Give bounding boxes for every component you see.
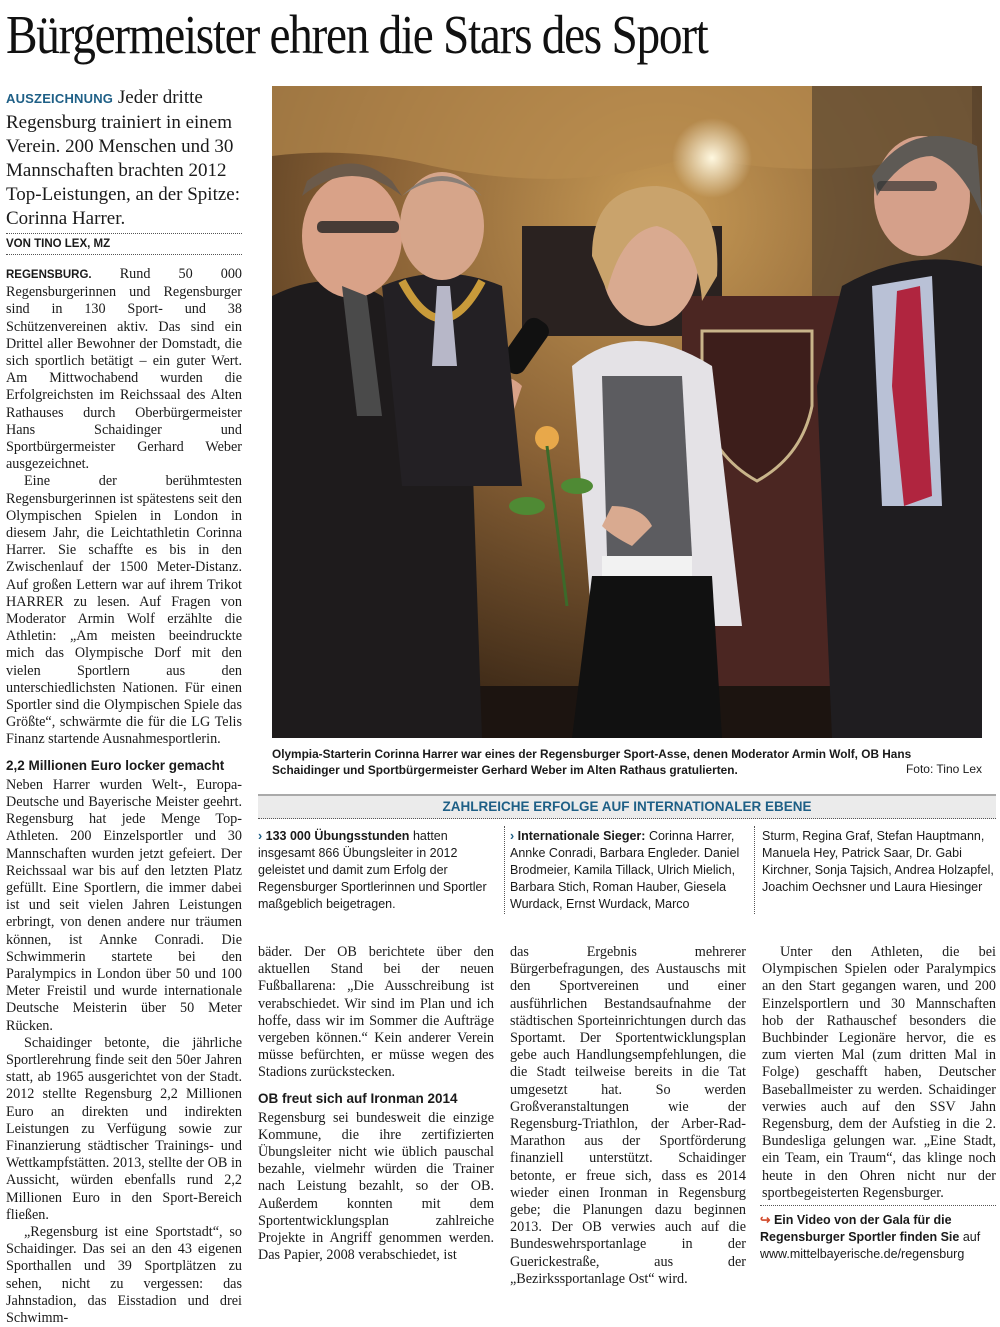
column-divider (754, 826, 755, 914)
infobox-item-text: Corinna Harrer, Annke Conradi, Barbara Engleder. Daniel Brodmeier, Kamila Tillack, Ulrich Mielich, Barbara Stich, Roman Hauber, Giesela Wurdack, Ernst Wurdack, Marco (510, 829, 740, 911)
teaser-kicker: AUSZEICHNUNG (6, 91, 114, 106)
dateline: REGENSBURG. (6, 269, 92, 281)
article-column-3 (510, 944, 746, 1288)
teaser-text: Jeder dritte Regensburg trainiert in einem Verein. 200 Menschen und 30 Mannschaften brachten 2012 Top-Leistungen, an der Spitze: Corinna Harrer. (6, 87, 240, 229)
paragraph: Eine der berühmtesten Regensburgerinnen ist spätestens seit den Olympischen Spielen in London in diesem Jahr, die Leichtathletin Corinna Harrer. Sie schaffte es bis in den Zwischenlauf der 1500 Meter-Distanz. Auf großen Lettern war auf ihrem Trikot HARRER zu lesen. Auf Fragen von Moderator Armin Wolf erzählte die Athletin: „Am meisten beeindruckte mich das Olympische Dorf mit den vielen Sportlern aus den unterschiedlichsten Nationen. Für einen Sportler sind die Olympischen Spiele das Größte“, schwärmte die für die LG Telis Finanz startende Ausnahmesportlerin. (6, 473, 242, 748)
video-link[interactable]: www.mittelbayerische.de/regensburg (760, 1247, 965, 1261)
article-column-4 (762, 944, 996, 1202)
video-teaser-bold: Ein Video von der Gala für die Regensburger Sportler finden Sie (760, 1213, 960, 1244)
paragraph: Schaidinger betonte, die jährliche Sportlerehrung finde seit den 50er Jahren statt, ab 1965 ausgerichtet von der Stadt. 2012 stellte Regensburg 2,2 Millionen Euro an direkten und indirekten Leistungen zu Verfügung sowie zur Finanzierung städtischer Trainings- und Wettkampfstätten. 2013, stellte der OB in Aussicht, würden ebenfalls rund 2,2 Millionen Euro in den Sport-Bereich fließen. (6, 1034, 242, 1223)
arrow-hook-icon: ↪ (760, 1213, 771, 1227)
paragraph: Unter den Athleten, die bei Olympischen Spielen oder Paralympics an den Start gegangen waren, und 200 Einzelsportlern und 30 Mannschaften hob der Rathauschef besonders die Buchbinder Legionäre hervor, die es zum vierten Mal (zum dritten Mal in Folge) geschafft haben, Deutscher Baseballmeister zu werden. Schaidinger verwies auch auf den SSV Jahn Regensburg, dem der Aufstieg in die 2. Bundesliga gelungen war. „Eine Stadt, ein Team, ein Traum“, das klinge noch heute in den Ohren nicht nur der sportbegeisterten Regensburger. (762, 944, 996, 1201)
article-column-2 (258, 944, 494, 1264)
column-divider (504, 826, 505, 914)
chevron-right-icon: › (510, 829, 515, 843)
paragraph: „Regensburg ist eine Sportstadt“, so Schaidinger. Das sei an den 43 eigenen Sporthallen und 39 Sportplätzen zu sehen, nicht zu vergessen: das Jahnstadion, das Eisstadion und drei Schwimm- (6, 1223, 242, 1326)
headline: Bürgermeister ehren die Stars des Sport (6, 4, 708, 65)
infobox-item-exercise-hours (258, 828, 496, 913)
video-teaser (760, 1205, 996, 1263)
subheading: 2,2 Millionen Euro locker gemacht (6, 757, 225, 773)
infobox-item-winners-continued: Sturm, Regina Graf, Stefan Hauptmann, Manuela Hey, Patrick Saar, Dr. Gabi Kirchner, Sonja Tajsich, Andrea Holzapfel, Joachim Oechsner und Laura Hiesinger (762, 829, 994, 894)
photo-credit: Foto: Tino Lex (905, 762, 982, 776)
paragraph: bäder. Der OB berichtete über den aktuellen Stand bei der neuen Fußballarena: „Die Ausschreibung ist verabschiedet. Wir sind im Plan und ich hoffe, dass wir im Sommer die Aufträge vergeben können.“ Kein anderer Verein müsse befürchten, er müsse wegen des Stadions zurückstecken. (258, 944, 494, 1081)
paragraph: das Ergebnis mehrerer Bürgerbefragungen, des Austauschs mit den Sportvereinen und einer ausführlichen Bestandsaufnahme der städtischen Sporteinrichtungen durch das Sportamt. Der Sportentwicklungsplan gebe auch Handlungsempfehlungen, die die Stadt teilweise bereits in die Tat umgesetzt hat. So werden Großveranstaltungen wie der Regensburg-Triathlon, der Arber-Rad-Marathon aus der Sportförderung finanziell unterstützt. Schaidinger betonte, er freue sich, dass es 2014 wieder einen Ironman in Regensburg gebe; die Planungen dazu beginnen 2013. Der OB verwies auch auf die Bundeswehrsportanlage in der Guerickestraße, aus der „Bezirkssportanlage Ost“ wird. (510, 944, 746, 1287)
photo-caption: Olympia-Starterin Corinna Harrer war eines der Regensburger Sport-Asse, denen Moderator Armin Wolf, OB Hans Schaidinger und Sportbürgermeister Gerhard Weber im Alten Rathaus gratulierten. (272, 747, 912, 777)
teaser (6, 86, 242, 231)
infobox-item-text: hatten insgesamt 866 Übungsleiter in 2012 geleistet und damit zum Erfolg der Regensburger Sportlerinnen und Sportler maßgeblich beigetragen. (258, 829, 487, 911)
author-byline: VON TINO LEX, MZ (6, 233, 242, 255)
subheading: OB freut sich auf Ironman 2014 (258, 1090, 458, 1106)
infobox-item-bold: Internationale Sieger: (517, 829, 646, 843)
article-column-1 (6, 266, 242, 1327)
article-photo (272, 86, 982, 738)
video-teaser-text: auf (962, 1230, 981, 1244)
infobox-item-bold: 133 000 Übungsstunden (265, 829, 410, 843)
chevron-right-icon: › (258, 829, 263, 843)
paragraph: Neben Harrer wurden Welt-, Europa- Deutsche und Bayerische Meister geehrt. Regensburg hat jede Menge Top-Athleten. 200 Einzelsportler und 30 Mannschaften wurden jetzt gefeiert. Der Reichssaal war bis auf den letzten Platz gefüllt. Eine Sportlern, die immer dabei ist und seit vielen Jahren Leistungen erbringt, von denen andere nur träumen können, ist Annke Conradi. Die Schwimmerin startete bei den Paralympics in London über 50 und 100 Meter Freistil und wurde internationale Deutsche Meisterin über 50 Meter Rücken. (6, 776, 242, 1034)
infobox-item-winners (510, 828, 746, 913)
infobox-title: ZAHLREICHE ERFOLGE AUF INTERNATIONALER EBENE (258, 794, 996, 819)
paragraph: Rund 50 000 Regensburgerinnen und Regensburger sind in 130 Sport- und 38 Schützenvereinen aktiv. Das sind ein Drittel aller Bewohner der Domstadt, die sich sportlich betätigt – ein guter Wert. Am Mittwochabend wurden die Erfolgreichsten im Reichssaal des Alten Rathauses durch Oberbürgermeister Hans Schaidinger und Sportbürgermeister Gerhard Weber ausgezeichnet. (6, 266, 243, 473)
paragraph: Regensburg sei bundesweit die einzige Kommune, die ihre zertifizierten Übungsleiter nicht wie üblich pauschal bezahle, vielmehr würden die Trainer nach Leistung bezahlt, so der OB. Außerdem konnten mit dem Sportentwicklungsplan zahlreiche Projekte in Angriff genommen werden. Das Papier, 2008 verabschiedet, ist (258, 1109, 494, 1264)
photo-illustration (272, 86, 982, 738)
